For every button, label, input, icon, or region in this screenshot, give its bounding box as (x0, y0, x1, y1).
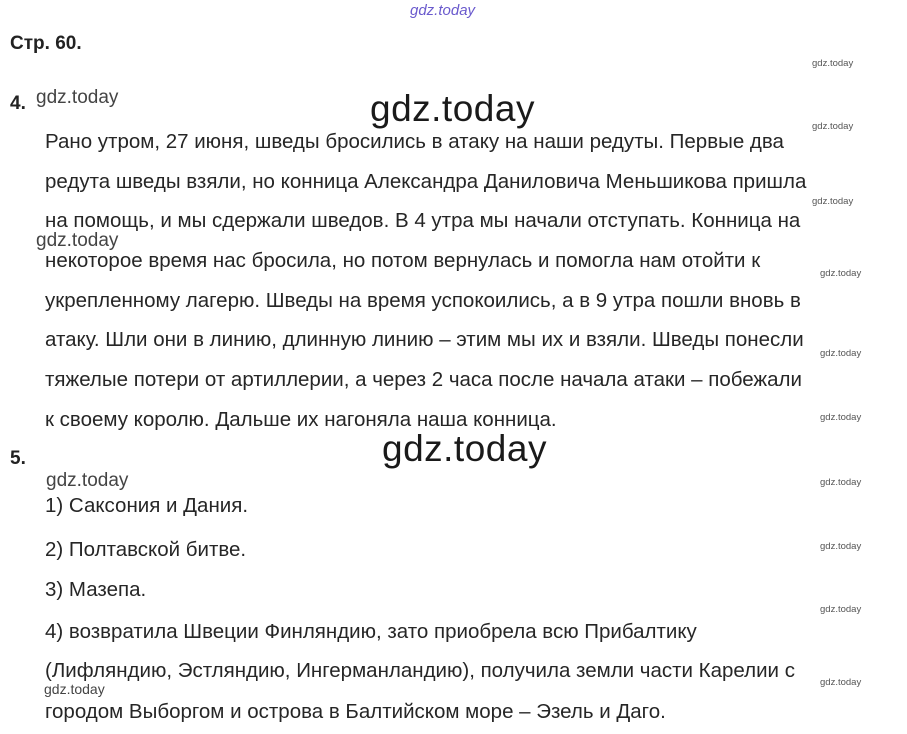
answer-item-4: 4) возвратила Швеции Финляндию, зато приобрела всю Прибалтику (45, 620, 697, 643)
paragraph-line: некоторое время нас бросила, но потом вернулась и помогла нам отойти к (45, 249, 761, 272)
paragraph-line: Рано утром, 27 июня, шведы бросились в атаку на наши редуты. Первые два (45, 130, 784, 153)
watermark-large: gdz.today (370, 88, 535, 129)
watermark-small: gdz.today (820, 604, 862, 615)
answer-item-3: 3) Мазепа. (45, 578, 147, 601)
paragraph-line: укрепленному лагерю. Шведы на время успокоились, а в 9 утра пошли вновь в (45, 289, 801, 312)
answer-item-1: 1) Саксония и Дания. (45, 494, 249, 517)
paragraph-line: редута шведы взяли, но конница Александра Даниловича Меньшикова пришла (45, 170, 807, 193)
question-number-4: 4. (10, 93, 26, 114)
page-label: Стр. 60. (10, 33, 82, 54)
watermark-medium: gdz.today (36, 87, 119, 108)
question-number-5: 5. (10, 448, 26, 469)
answer-item-2: 2) Полтавской битве. (45, 538, 247, 561)
watermark-small: gdz.today (820, 268, 862, 279)
watermark-medium: gdz.today (44, 681, 105, 697)
paragraph-line: атаку. Шли они в линию, длинную линию – этим мы их и взяли. Шведы понесли (45, 328, 804, 351)
watermark-top: gdz.today (410, 2, 476, 19)
watermark-medium: gdz.today (46, 470, 129, 491)
watermark-small: gdz.today (812, 58, 854, 69)
watermark-large: gdz.today (382, 428, 547, 469)
watermark-small: gdz.today (820, 677, 862, 688)
paragraph-line: тяжелые потери от артиллерии, а через 2 часа после начала атаки – побежали (45, 368, 802, 391)
watermark-small: gdz.today (820, 412, 862, 423)
answer-item-4-cont: городом Выборгом и острова в Балтийском море – Эзель и Даго. (45, 700, 666, 723)
answer-item-4-cont: (Лифляндию, Эстляндию, Ингерманландию), получила земли части Карелии с (45, 659, 795, 682)
watermark-small: gdz.today (820, 477, 862, 488)
watermark-small: gdz.today (812, 196, 854, 207)
paragraph-line: к своему королю. Дальше их нагоняла наша конница. (45, 408, 557, 431)
watermark-medium: gdz.today (36, 230, 119, 251)
watermark-small: gdz.today (812, 121, 854, 132)
watermark-small: gdz.today (820, 541, 862, 552)
watermark-small: gdz.today (820, 348, 862, 359)
paragraph-line: на помощь, и мы сдержали шведов. В 4 утра мы начали отступать. Конница на (45, 209, 801, 232)
